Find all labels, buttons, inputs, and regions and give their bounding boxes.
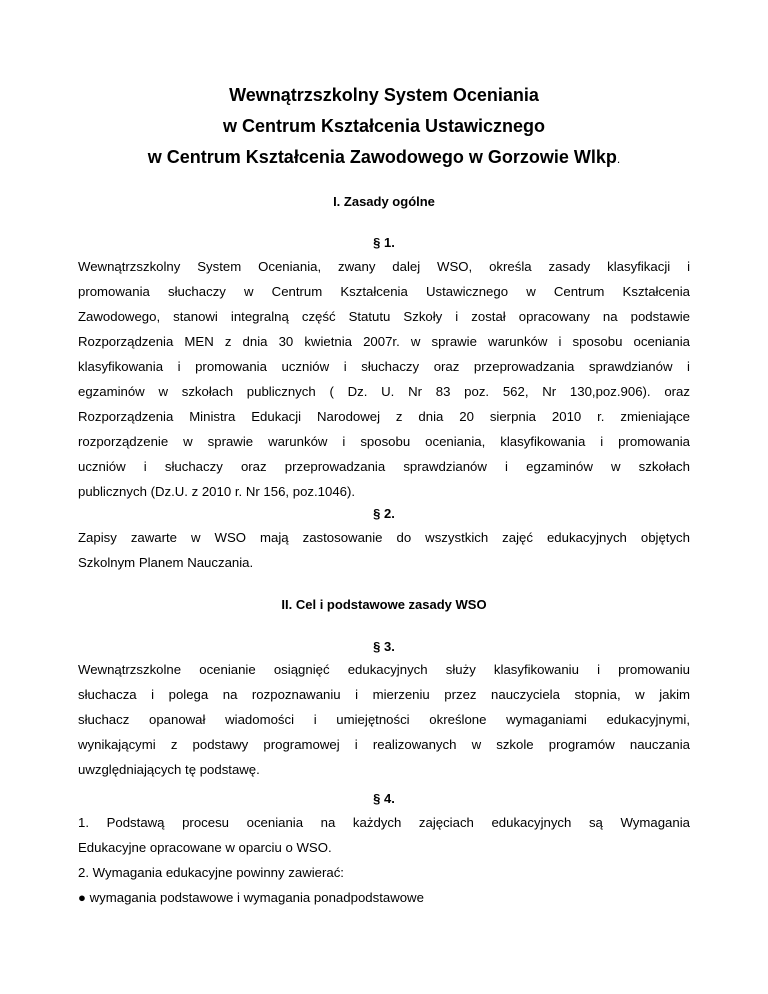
paragraph-line: Rozporządzenia MEN z dnia 30 kwietnia 2007r. w sprawie warunków i sposobu oceniania <box>78 334 690 349</box>
paragraph-line: uczniów i słuchaczy oraz przeprowadzania sprawdzianów i egzaminów w szkołach <box>78 459 690 474</box>
paragraph-line: wynikającymi z podstawy programowej i realizowanych w szkole programów nauczania <box>78 737 690 752</box>
paragraph-1-body <box>78 254 690 504</box>
bullet-item: ● wymagania podstawowe i wymagania ponadpodstawowe <box>78 890 424 905</box>
paragraph-sign-4: § 4. <box>373 791 395 806</box>
paragraph-3-body <box>78 657 690 782</box>
document-title-line-1: Wewnątrzszkolny System Oceniania <box>229 85 539 105</box>
paragraph-line: Wewnątrzszkolny System Oceniania, zwany dalej WSO, określa zasady klasyfikacji i <box>78 259 690 274</box>
paragraph-line: Edukacyjne opracowane w oparciu o WSO. <box>78 840 332 855</box>
section-heading-1: I. Zasady ogólne <box>333 194 435 209</box>
paragraph-line: słuchacz opanował wiadomości i umiejętności określone wymaganiami edukacyjnymi, <box>78 712 690 727</box>
paragraph-sign-1: § 1. <box>373 235 395 250</box>
document-title-period: . <box>616 152 621 166</box>
paragraph-line: promowania słuchaczy w Centrum Kształcenia Ustawicznego w Centrum Kształcenia <box>78 284 690 299</box>
paragraph-2-body <box>78 525 690 575</box>
document-title-line-3 <box>0 146 768 170</box>
paragraph-line: 1. Podstawą procesu oceniania na każdych zajęciach edukacyjnych są Wymagania <box>78 815 690 830</box>
paragraph-line: Zapisy zawarte w WSO mają zastosowanie do wszystkich zajęć edukacyjnych objętych <box>78 530 690 545</box>
section-heading-2: II. Cel i podstawowe zasady WSO <box>281 597 487 612</box>
paragraph-line: klasyfikowania i promowania uczniów i słuchaczy oraz przeprowadzania sprawdzianów i <box>78 359 690 374</box>
paragraph-4-body <box>78 810 690 860</box>
paragraph-sign-2: § 2. <box>373 506 395 521</box>
paragraph-line: Zawodowego, stanowi integralną część Statutu Szkoły i został opracowany na podstawie <box>78 309 690 324</box>
paragraph-line: Wewnątrzszkolne ocenianie osiągnięć edukacyjnych służy klasyfikowaniu i promowaniu <box>78 662 690 677</box>
paragraph-line: słuchacza i polega na rozpoznawaniu i mierzeniu przez nauczyciela stopnia, w jakim <box>78 687 690 702</box>
paragraph-line: publicznych (Dz.U. z 2010 r. Nr 156, poz.1046). <box>78 484 356 499</box>
list-item-2: 2. Wymagania edukacyjne powinny zawierać: <box>78 865 344 880</box>
paragraph-line: Rozporządzenia Ministra Edukacji Narodowej z dnia 20 sierpnia 2010 r. zmieniające <box>78 409 690 424</box>
paragraph-sign-3: § 3. <box>373 639 395 654</box>
paragraph-line: egzaminów w szkołach publicznych ( Dz. U. Nr 83 poz. 562, Nr 130,poz.906). oraz <box>78 384 690 399</box>
paragraph-line: uwzględniających tę podstawę. <box>78 762 260 777</box>
paragraph-line: Szkolnym Planem Nauczania. <box>78 555 254 570</box>
document-title-line-3-text: w Centrum Kształcenia Zawodowego w Gorzowie Wlkp <box>147 147 617 167</box>
document-title-line-2: w Centrum Kształcenia Ustawicznego <box>222 116 546 136</box>
paragraph-line: rozporządzenie w sprawie warunków i sposobu oceniania, klasyfikowania i promowania <box>78 434 690 449</box>
